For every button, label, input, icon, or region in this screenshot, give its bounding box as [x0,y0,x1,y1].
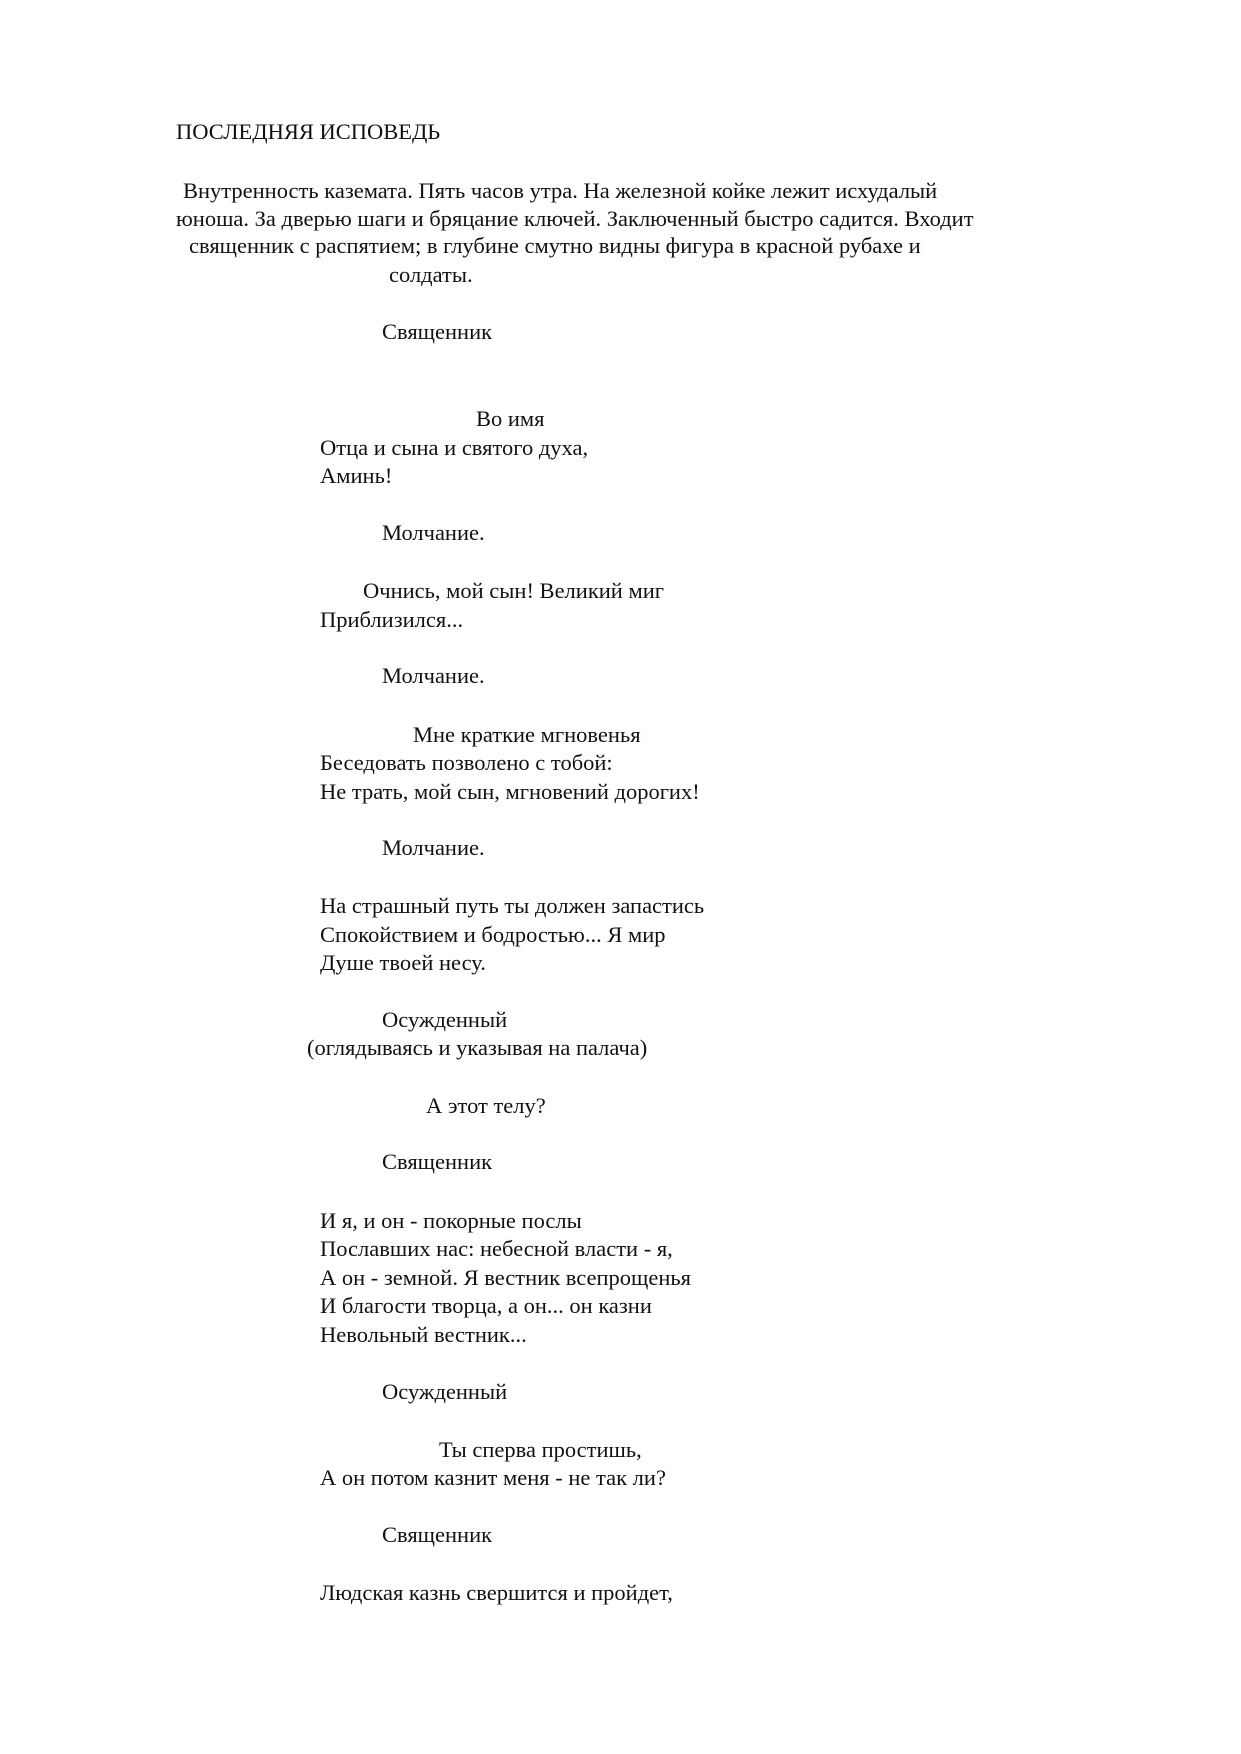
stage-direction-line: священник с распятием; в глубине смутно видны фигура в красной рубахе и [189,233,921,258]
verse-line: Не трать, мой сын, мгновений дорогих! [320,779,700,804]
speaker-name: Священник [382,319,493,344]
speaker-name: Осужденный [382,1007,508,1032]
verse-line: А он - земной. Я вестник всепрощенья [320,1265,691,1290]
document-title: ПОСЛЕДНЯЯ ИСПОВЕДЬ [176,119,441,144]
verse-line: Невольный вестник... [320,1322,527,1347]
verse-line: А он потом казнит меня - не так ли? [320,1465,666,1490]
remark: Молчание. [382,520,485,545]
verse-line: На страшный путь ты должен запастись [320,893,705,918]
verse-line: Очнись, мой сын! Великий миг [363,578,664,603]
speaker-name: Осужденный [382,1379,508,1404]
speaker-name: Священник [382,1522,493,1547]
verse-line: Ты сперва простишь, [439,1437,642,1462]
verse-line: Пославших нас: небесной власти - я, [320,1236,673,1261]
verse-line: Приблизился... [320,607,464,632]
verse-line: А этот телу? [426,1093,546,1118]
stage-direction-line: солдаты. [389,262,473,287]
stage-direction-line: Внутренность каземата. Пять часов утра. На железной койке лежит исхудалый [183,178,938,203]
speaker-direction: (оглядываясь и указывая на палача) [307,1035,648,1060]
speaker-name: Священник [382,1149,493,1174]
verse-line: Людская казнь свершится и пройдет, [320,1580,673,1605]
verse-line: Во имя [476,406,545,431]
verse-line: Беседовать позволено с тобой: [320,750,613,775]
remark: Молчание. [382,835,485,860]
remark: Молчание. [382,663,485,688]
verse-line: Спокойствием и бодростью... Я мир [320,922,666,947]
verse-line: Мне краткие мгновенья [413,722,641,747]
verse-line: Отца и сына и святого духа, [320,435,589,460]
verse-line: Аминь! [320,463,393,488]
stage-direction-line: юноша. За дверью шаги и бряцание ключей. Заключенный быстро садится. Входит [176,206,974,231]
verse-line: И благости творца, а он... он казни [320,1293,652,1318]
verse-line: Душе твоей несу. [320,950,486,975]
verse-line: И я, и он - покорные послы [320,1208,582,1233]
